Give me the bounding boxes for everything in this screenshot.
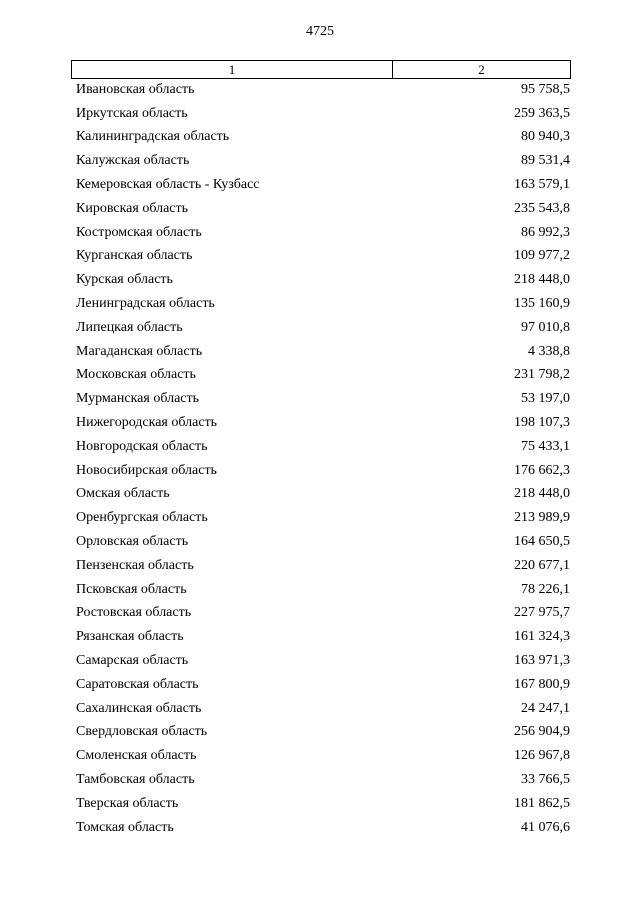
region-name: Тамбовская область bbox=[76, 772, 195, 787]
region-name: Псковская область bbox=[76, 581, 187, 597]
region-name: Магаданская область bbox=[76, 343, 203, 359]
region-value: 235 543,8 bbox=[514, 200, 570, 216]
region-value: 176 662,3 bbox=[514, 462, 570, 478]
region-name: Кировская область bbox=[76, 200, 189, 216]
table-row bbox=[76, 506, 570, 530]
region-value: 161 324,3 bbox=[514, 629, 570, 645]
region-value: 33 766,5 bbox=[521, 772, 570, 787]
table-row bbox=[76, 578, 570, 602]
region-name: Свердловская область bbox=[76, 724, 208, 740]
region-value: 78 226,1 bbox=[521, 581, 570, 597]
table-row bbox=[76, 173, 570, 197]
region-name: Нижегородская область bbox=[76, 415, 218, 431]
region-name: Новгородская область bbox=[76, 438, 208, 454]
region-value: 218 448,0 bbox=[514, 486, 570, 502]
region-name: Орловская область bbox=[76, 534, 189, 550]
table-row bbox=[76, 197, 570, 221]
table-row bbox=[76, 292, 570, 316]
region-value: 163 971,3 bbox=[514, 653, 570, 669]
table-body bbox=[76, 78, 570, 840]
column-header-1: 1 bbox=[72, 61, 393, 78]
table-row bbox=[76, 126, 570, 150]
region-value: 220 677,1 bbox=[514, 557, 570, 573]
region-name: Сахалинская область bbox=[76, 700, 202, 716]
region-name: Ростовская область bbox=[76, 605, 192, 621]
table-row bbox=[76, 768, 570, 792]
region-value: 97 010,8 bbox=[521, 319, 570, 335]
region-name: Смоленская область bbox=[76, 748, 197, 764]
region-value: 164 650,5 bbox=[514, 534, 570, 550]
region-name: Новосибирская область bbox=[76, 462, 217, 478]
table-row bbox=[76, 625, 570, 649]
region-name: Иркутская область bbox=[76, 105, 188, 121]
region-name: Саратовская область bbox=[76, 676, 199, 692]
table-column-header bbox=[71, 60, 571, 79]
region-name: Костромская область bbox=[76, 224, 202, 240]
table-row bbox=[76, 721, 570, 745]
table-row bbox=[76, 364, 570, 388]
region-name: Калужская область bbox=[76, 153, 190, 169]
region-value: 231 798,2 bbox=[514, 367, 570, 383]
region-name: Пензенская область bbox=[76, 557, 194, 573]
region-value: 89 531,4 bbox=[521, 153, 570, 169]
table-row bbox=[76, 149, 570, 173]
region-value: 218 448,0 bbox=[514, 272, 570, 288]
region-value: 126 967,8 bbox=[514, 748, 570, 764]
table-row bbox=[76, 697, 570, 721]
region-name: Рязанская область bbox=[76, 629, 184, 645]
table-row bbox=[76, 387, 570, 411]
region-value: 95 758,5 bbox=[521, 81, 570, 97]
table-row bbox=[76, 411, 570, 435]
table-row bbox=[76, 649, 570, 673]
region-value: 80 940,3 bbox=[521, 129, 570, 145]
table-row bbox=[76, 459, 570, 483]
region-value: 41 076,6 bbox=[521, 819, 570, 835]
region-name: Оренбургская область bbox=[76, 510, 208, 526]
region-name: Мурманская область bbox=[76, 391, 200, 407]
table-row bbox=[76, 816, 570, 840]
table-row bbox=[76, 483, 570, 507]
region-name: Московская область bbox=[76, 367, 196, 383]
table-row bbox=[76, 316, 570, 340]
region-value: 53 197,0 bbox=[521, 391, 570, 407]
region-name: Ивановская область bbox=[76, 81, 195, 97]
region-name: Тверская область bbox=[76, 795, 179, 811]
region-name: Ленинградская область bbox=[76, 296, 215, 312]
region-value: 4 338,8 bbox=[528, 343, 570, 359]
region-name: Самарская область bbox=[76, 653, 189, 669]
table-row bbox=[76, 221, 570, 245]
region-value: 181 862,5 bbox=[514, 795, 570, 811]
page-number: 4725 bbox=[306, 24, 334, 39]
region-value: 167 800,9 bbox=[514, 676, 570, 692]
region-name: Курганская область bbox=[76, 248, 193, 264]
table-row bbox=[76, 102, 570, 126]
column-header-2: 2 bbox=[478, 62, 485, 77]
region-name: Томская область bbox=[76, 819, 174, 835]
table-row bbox=[76, 435, 570, 459]
table-row bbox=[76, 245, 570, 269]
region-value: 198 107,3 bbox=[514, 415, 570, 431]
region-value: 86 992,3 bbox=[521, 224, 570, 240]
table-row bbox=[76, 268, 570, 292]
region-value: 259 363,5 bbox=[514, 105, 570, 121]
region-value: 24 247,1 bbox=[521, 700, 570, 716]
region-name: Омская область bbox=[76, 486, 170, 502]
region-value: 109 977,2 bbox=[514, 248, 570, 264]
region-name: Кемеровская область - Кузбасс bbox=[76, 177, 260, 193]
table-row bbox=[76, 530, 570, 554]
region-name: Курская область bbox=[76, 272, 173, 288]
region-value: 75 433,1 bbox=[521, 438, 570, 454]
region-value: 227 975,7 bbox=[514, 605, 570, 621]
table-row bbox=[76, 792, 570, 816]
region-value: 256 904,9 bbox=[514, 724, 570, 740]
table-row bbox=[76, 673, 570, 697]
region-value: 163 579,1 bbox=[514, 177, 570, 193]
region-value: 213 989,9 bbox=[514, 510, 570, 526]
table-row bbox=[76, 554, 570, 578]
table-row bbox=[76, 602, 570, 626]
region-name: Калининградская область bbox=[76, 129, 230, 145]
table-row bbox=[76, 78, 570, 102]
region-value: 135 160,9 bbox=[514, 296, 570, 312]
table-row bbox=[76, 340, 570, 364]
table-row bbox=[76, 744, 570, 768]
region-name: Липецкая область bbox=[76, 319, 183, 335]
